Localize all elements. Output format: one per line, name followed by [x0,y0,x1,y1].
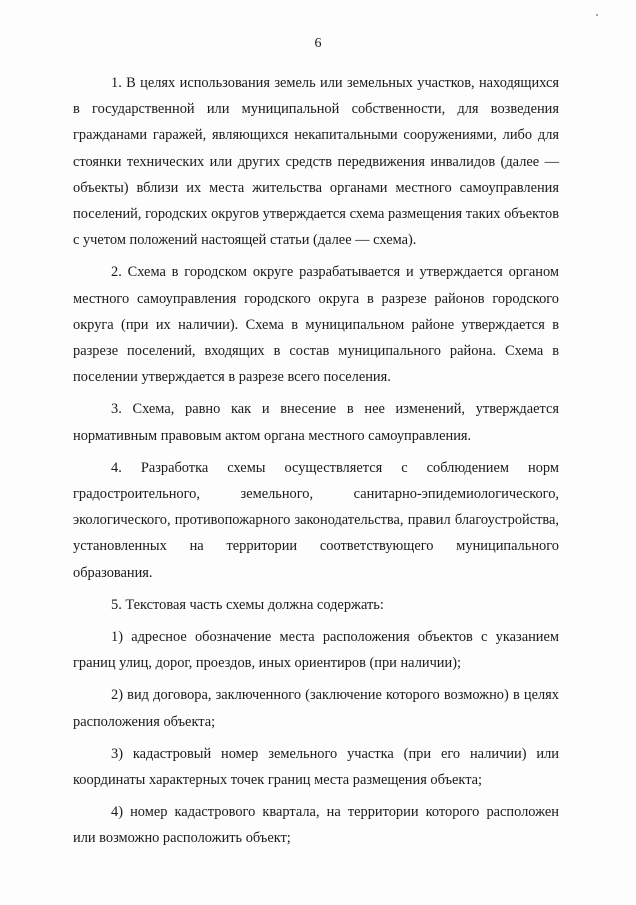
paragraph-1: 1. В целях использования земель или земельных участков, находящихся в государственной или муниципальной собственности, для возведения гражданами гаражей, являющихся некапитальными сооружениями, либо для стоянки технических или других средств передвижения инвалидов (далее — объекты) вблизи их места жительства органами местного самоуправления поселений, городских округов утверждается схема размещения таких объектов с учетом положений настоящей статьи (далее — схема). [73,75,559,249]
paragraph-5: 5. Текстовая часть схемы должна содержать: [111,596,384,613]
list-item-1: 1) адресное обозначение места расположения объектов с указанием границ улиц, дорог, проездов, иных ориентиров (при наличии); [73,629,559,672]
list-item-2: 2) вид договора, заключенного (заключение которого возможно) в целях расположения объекта; [73,687,559,730]
page-number: 6 [314,36,322,51]
paragraph-2: 2. Схема в городском округе разрабатывается и утверждается органом местного самоуправления городского округа в разрезе районов городского округа (при их наличии). Схема в муниципальном районе утверждается в разрезе поселений, входящих в состав муниципального района. Схема в поселении утверждается в разрезе всего поселения. [73,264,559,386]
paragraph-3: 3. Схема, равно как и внесение в нее изменений, утверждается нормативным правовым актом органа местного самоуправления. [73,401,559,444]
list-item-4: 4) номер кадастрового квартала, на территории которого расположен или возможно расположить объект; [73,804,559,847]
document-body [73,70,559,858]
paragraph-4: 4. Разработка схемы осуществляется с соблюдением норм градостроительного, земельного, санитарно-эпидемиологического, экологического, противопожарного законодательства, правил благоустройства, установленных на территории соответствующего муниципального образования. [73,459,559,581]
scan-speck [596,14,598,16]
list-item-3: 3) кадастровый номер земельного участка (при его наличии) или координаты характерных точек границ места размещения объекта; [73,745,559,789]
